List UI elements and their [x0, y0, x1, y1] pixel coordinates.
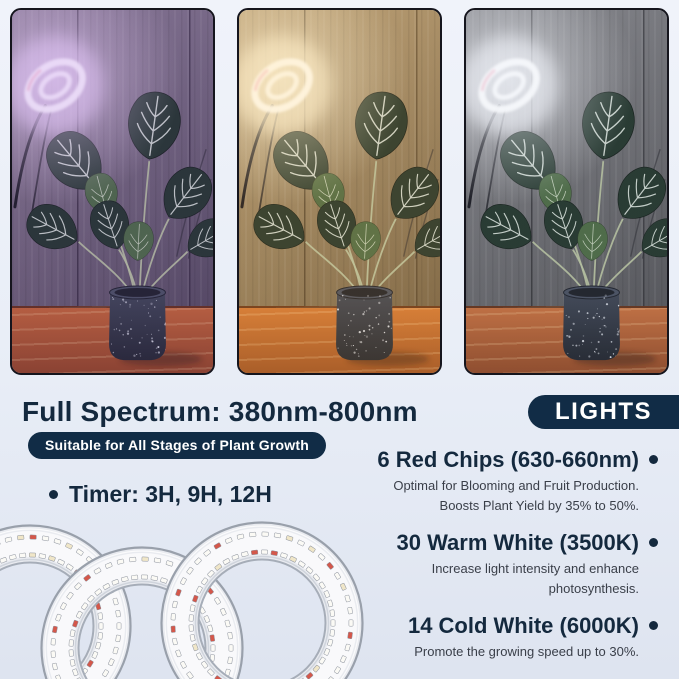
plant-pot [109, 286, 202, 366]
photo-comparison-row [10, 8, 669, 375]
spec-heading [397, 529, 658, 556]
spec-description-line: photosynthesis. [548, 581, 639, 596]
spec-description-line: Boosts Plant Yield by 35% to 50%. [439, 498, 639, 513]
led-ring-lights-image [0, 511, 372, 679]
timer-label: Timer: 3H, 9H, 12H [69, 481, 272, 507]
suitability-pill [28, 432, 326, 459]
plant-pot [336, 286, 429, 366]
timer-line [49, 481, 272, 508]
ring-light-glow [12, 36, 104, 135]
spec-heading [408, 612, 658, 639]
spec-cold-white [408, 612, 658, 662]
spec-description-line: Increase light intensity and enhance [431, 561, 639, 576]
spec-heading-label: 6 Red Chips (630-660nm) [377, 447, 639, 472]
plant-pot [563, 286, 656, 366]
headline: Full Spectrum: 380nm-800nm [22, 396, 418, 427]
photo-panel-warm-white-scene [237, 8, 442, 375]
plant-and-ring-light-scene [466, 10, 667, 373]
plant-and-ring-light-scene [12, 10, 213, 373]
photo-panel-cold-white-scene [464, 8, 669, 375]
photo-panel-purple-spectrum-scene [10, 8, 215, 375]
bullet-icon [49, 490, 58, 499]
spec-heading-label: 30 Warm White (3500K) [396, 530, 639, 555]
spec-description [432, 559, 639, 599]
ring-light-glow [239, 36, 331, 135]
lights-badge: LIGHTS [528, 395, 679, 429]
spec-red-chips [377, 446, 658, 516]
spec-heading-label: 14 Cold White (6000K) [407, 613, 639, 638]
ring-light-glow [466, 36, 558, 135]
bullet-icon [649, 621, 658, 630]
spec-description [393, 476, 639, 516]
spec-description-line: Optimal for Blooming and Fruit Production. [393, 478, 639, 493]
spec-description-line: Promote the growing speed up to 30%. [414, 644, 639, 659]
bullet-icon [649, 538, 658, 547]
plant-and-ring-light-scene [239, 10, 440, 373]
led-ring-3 [162, 523, 363, 679]
bullet-icon [649, 455, 658, 464]
spec-description [414, 642, 639, 662]
spec-list [328, 446, 658, 675]
spec-warm-white [397, 529, 658, 599]
suitability-pill-label: Suitable for All Stages of Plant Growth [45, 437, 309, 453]
spec-heading [377, 446, 658, 473]
